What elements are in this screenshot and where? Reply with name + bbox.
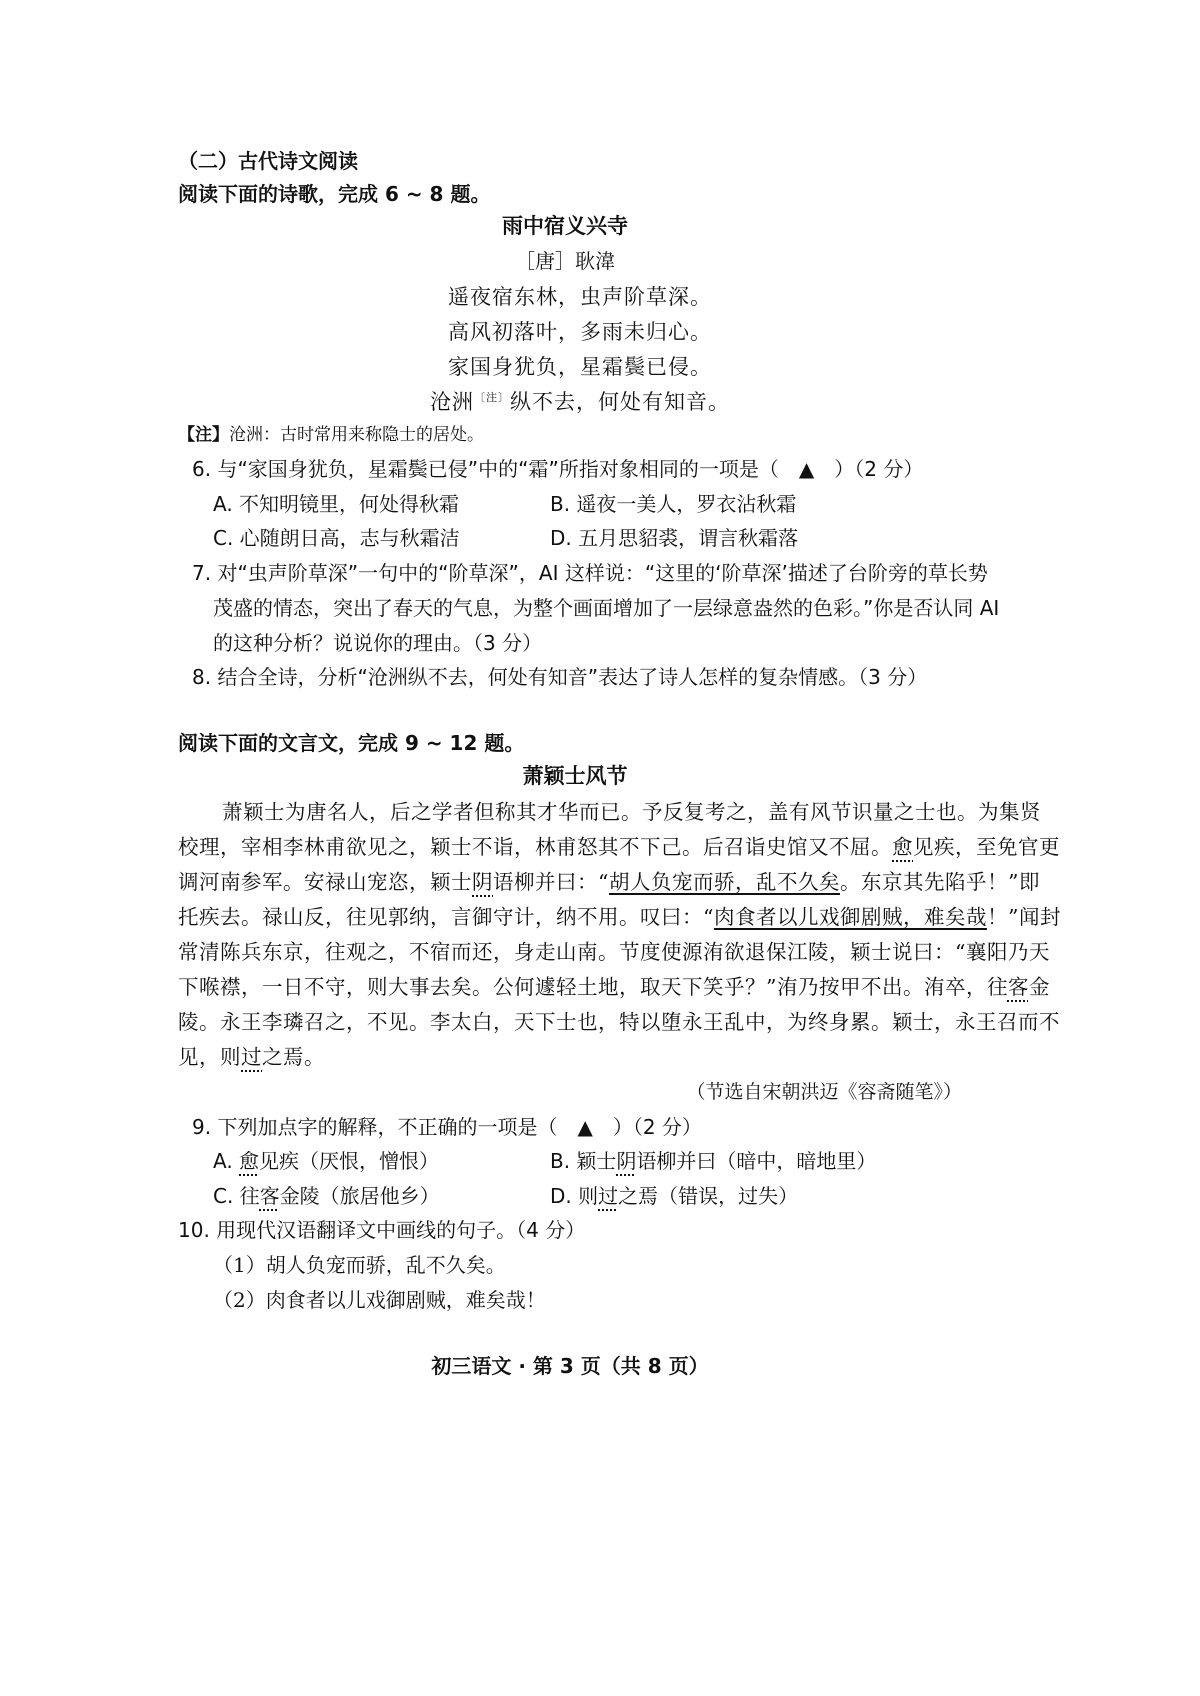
section-heading: （二）古代诗文阅读 xyxy=(178,149,358,173)
q9-b-pre: B. 颖士 xyxy=(550,1149,617,1173)
poem-line-1: 遥夜宿东林，虫声阶草深。 xyxy=(448,285,712,309)
q7-line-2: 茂盛的情态，突出了春天的气息，为整个画面增加了一层绿意盎然的色彩。”你是否认同 AI xyxy=(213,596,1000,620)
prose-line-5: 常清陈兵东京，往观之，不宿而还，身走山南。节度使源洧欲退保江陵，颖士说曰：“襄阳乃天 xyxy=(178,940,1050,964)
q9-stem: 9. 下列加点字的解释，不正确的一项是（ ▲ ）（2 分） xyxy=(192,1115,702,1139)
poem-author: ［唐］耿湋 xyxy=(515,249,615,273)
poem-title: 雨中宿义兴寺 xyxy=(502,214,628,238)
q6-option-b: B. 遥夜一美人，罗衣沾秋霜 xyxy=(550,492,797,516)
prose-line-4-a: 托疾去。禄山反，往见郭纳，言御守计，纳不用。叹曰：“ xyxy=(178,905,714,929)
q9-c-pre: C. 往 xyxy=(213,1184,260,1208)
prose-line-2-b: 见疾，至免官更 xyxy=(913,835,1060,859)
underlined-sentence-1: 胡人负宠而骄，乱不久矣 xyxy=(608,870,840,894)
poem-line-4-b: 纵不去，何处有知音。 xyxy=(510,390,730,414)
prose-line-8-b: 之焉。 xyxy=(262,1045,325,1069)
poem-line-3: 家国身犹负，星霜鬓已侵。 xyxy=(448,355,712,379)
prose-line-2-a: 校理，宰相李林甫欲见之，颖士不诣，林甫怒其不下己。后召诣史馆又不屈。 xyxy=(178,835,892,859)
q10-sentence-1: （1）胡人负宠而骄，乱不久矣。 xyxy=(213,1253,506,1277)
poem-line-2: 高风初落叶，多雨未归心。 xyxy=(448,320,712,344)
footnote-marker: 〔注〕 xyxy=(474,391,510,404)
q9-a-dotted: 愈 xyxy=(239,1149,260,1173)
q9-a-pre: A. xyxy=(213,1149,240,1173)
q10-stem: 10. 用现代汉语翻译文中画线的句子。（4 分） xyxy=(178,1218,586,1242)
q9-d-post: 之焉（错误，过失） xyxy=(618,1184,799,1208)
prose-line-3-c: 。东京其先陷乎！”即 xyxy=(839,870,1040,894)
q6-stem: 6. 与“家国身犹负，星霜鬓已侵”中的“霜”所指对象相同的一项是（ ▲ ）（2 分） xyxy=(192,457,924,481)
q10-sentence-2: （2）肉食者以儿戏御剧贼，难矣哉！ xyxy=(213,1288,546,1312)
prose-line-1: 萧颖士为唐名人，后之学者但称其才华而已。予反复考之，盖有风节识量之士也。为集贤 xyxy=(222,800,1041,824)
q6-option-a: A. 不知明镜里，何处得秋霜 xyxy=(213,492,460,516)
prose-source: （节选自宋朝洪迈《容斋随笔》） xyxy=(686,1081,962,1103)
q9-c-dotted: 客 xyxy=(259,1184,280,1208)
q9-option-b xyxy=(550,1145,876,1174)
prose-line-3-b: 语柳并曰：“ xyxy=(493,870,609,894)
note-text: 沧洲：古时常用来称隐士的居处。 xyxy=(229,425,484,445)
poem-instruction: 阅读下面的诗歌，完成 6 ~ 8 题。 xyxy=(178,182,491,206)
dotted-char-guo: 过 xyxy=(241,1045,262,1069)
q9-option-a xyxy=(213,1145,439,1174)
poem-note xyxy=(178,420,484,445)
prose-line-3-a: 调河南参军。安禄山宠恣，颖士 xyxy=(178,870,472,894)
q9-b-dotted: 阴 xyxy=(616,1149,637,1173)
poem-line-4-a: 沧洲 xyxy=(430,390,474,414)
q9-b-post: 语柳并曰（暗中，暗地里） xyxy=(636,1149,877,1173)
q9-option-d xyxy=(550,1180,798,1209)
page-footer: 初三语文 · 第 3 页（共 8 页） xyxy=(431,1354,709,1378)
q9-c-post: 金陵（旅居他乡） xyxy=(279,1184,440,1208)
dotted-char-yin: 阴 xyxy=(472,870,493,894)
q9-d-dotted: 过 xyxy=(598,1184,619,1208)
prose-line-8 xyxy=(178,1040,325,1070)
prose-line-3 xyxy=(178,865,1040,895)
prose-line-7: 陵。永王李璘召之，不见。李太白，天下士也，特以堕永王乱中，为终身累。颖士，永王召而不 xyxy=(178,1010,1060,1034)
q6-option-d: D. 五月思貂裘，谓言秋霜落 xyxy=(550,526,799,550)
dotted-char-yu: 愈 xyxy=(892,835,913,859)
q7-line-1: 7. 对“虫声阶草深”一句中的“阶草深”，AI 这样说：“这里的‘阶草深’描述了台阶旁的草长势 xyxy=(192,561,988,585)
dotted-char-ke: 客 xyxy=(1007,975,1029,999)
prose-line-4 xyxy=(178,900,1061,930)
q6-option-c: C. 心随朗日高，志与秋霜洁 xyxy=(213,526,460,550)
underlined-sentence-2: 肉食者以儿戏御剧贼，难矣哉 xyxy=(713,905,987,929)
q7-line-3: 的这种分析？说说你的理由。（3 分） xyxy=(213,631,543,655)
prose-title: 萧颖士风节 xyxy=(522,764,628,788)
prose-line-8-a: 见，则 xyxy=(178,1045,241,1069)
q9-d-pre: D. 则 xyxy=(550,1184,599,1208)
prose-line-6-b: 金 xyxy=(1028,975,1050,999)
prose-line-6-a: 下喉襟，一日不守，则大事去矣。公何遽轻土地，取天下笑乎？”洧乃按甲不出。洧卒，往 xyxy=(178,975,1008,999)
q8-stem: 8. 结合全诗，分析“沧洲纵不去，何处有知音”表达了诗人怎样的复杂情感。（3 分） xyxy=(192,665,928,689)
poem-line-4 xyxy=(0,386,1160,416)
prose-instruction: 阅读下面的文言文，完成 9 ~ 12 题。 xyxy=(178,731,525,755)
note-label: 【注】 xyxy=(178,425,229,445)
prose-line-4-b: ！”闻封 xyxy=(986,905,1061,929)
prose-line-2 xyxy=(178,830,1060,860)
q9-option-c xyxy=(213,1180,440,1209)
q9-a-post: 见疾（厌恨，憎恨） xyxy=(259,1149,440,1173)
prose-line-6 xyxy=(178,970,1050,1000)
